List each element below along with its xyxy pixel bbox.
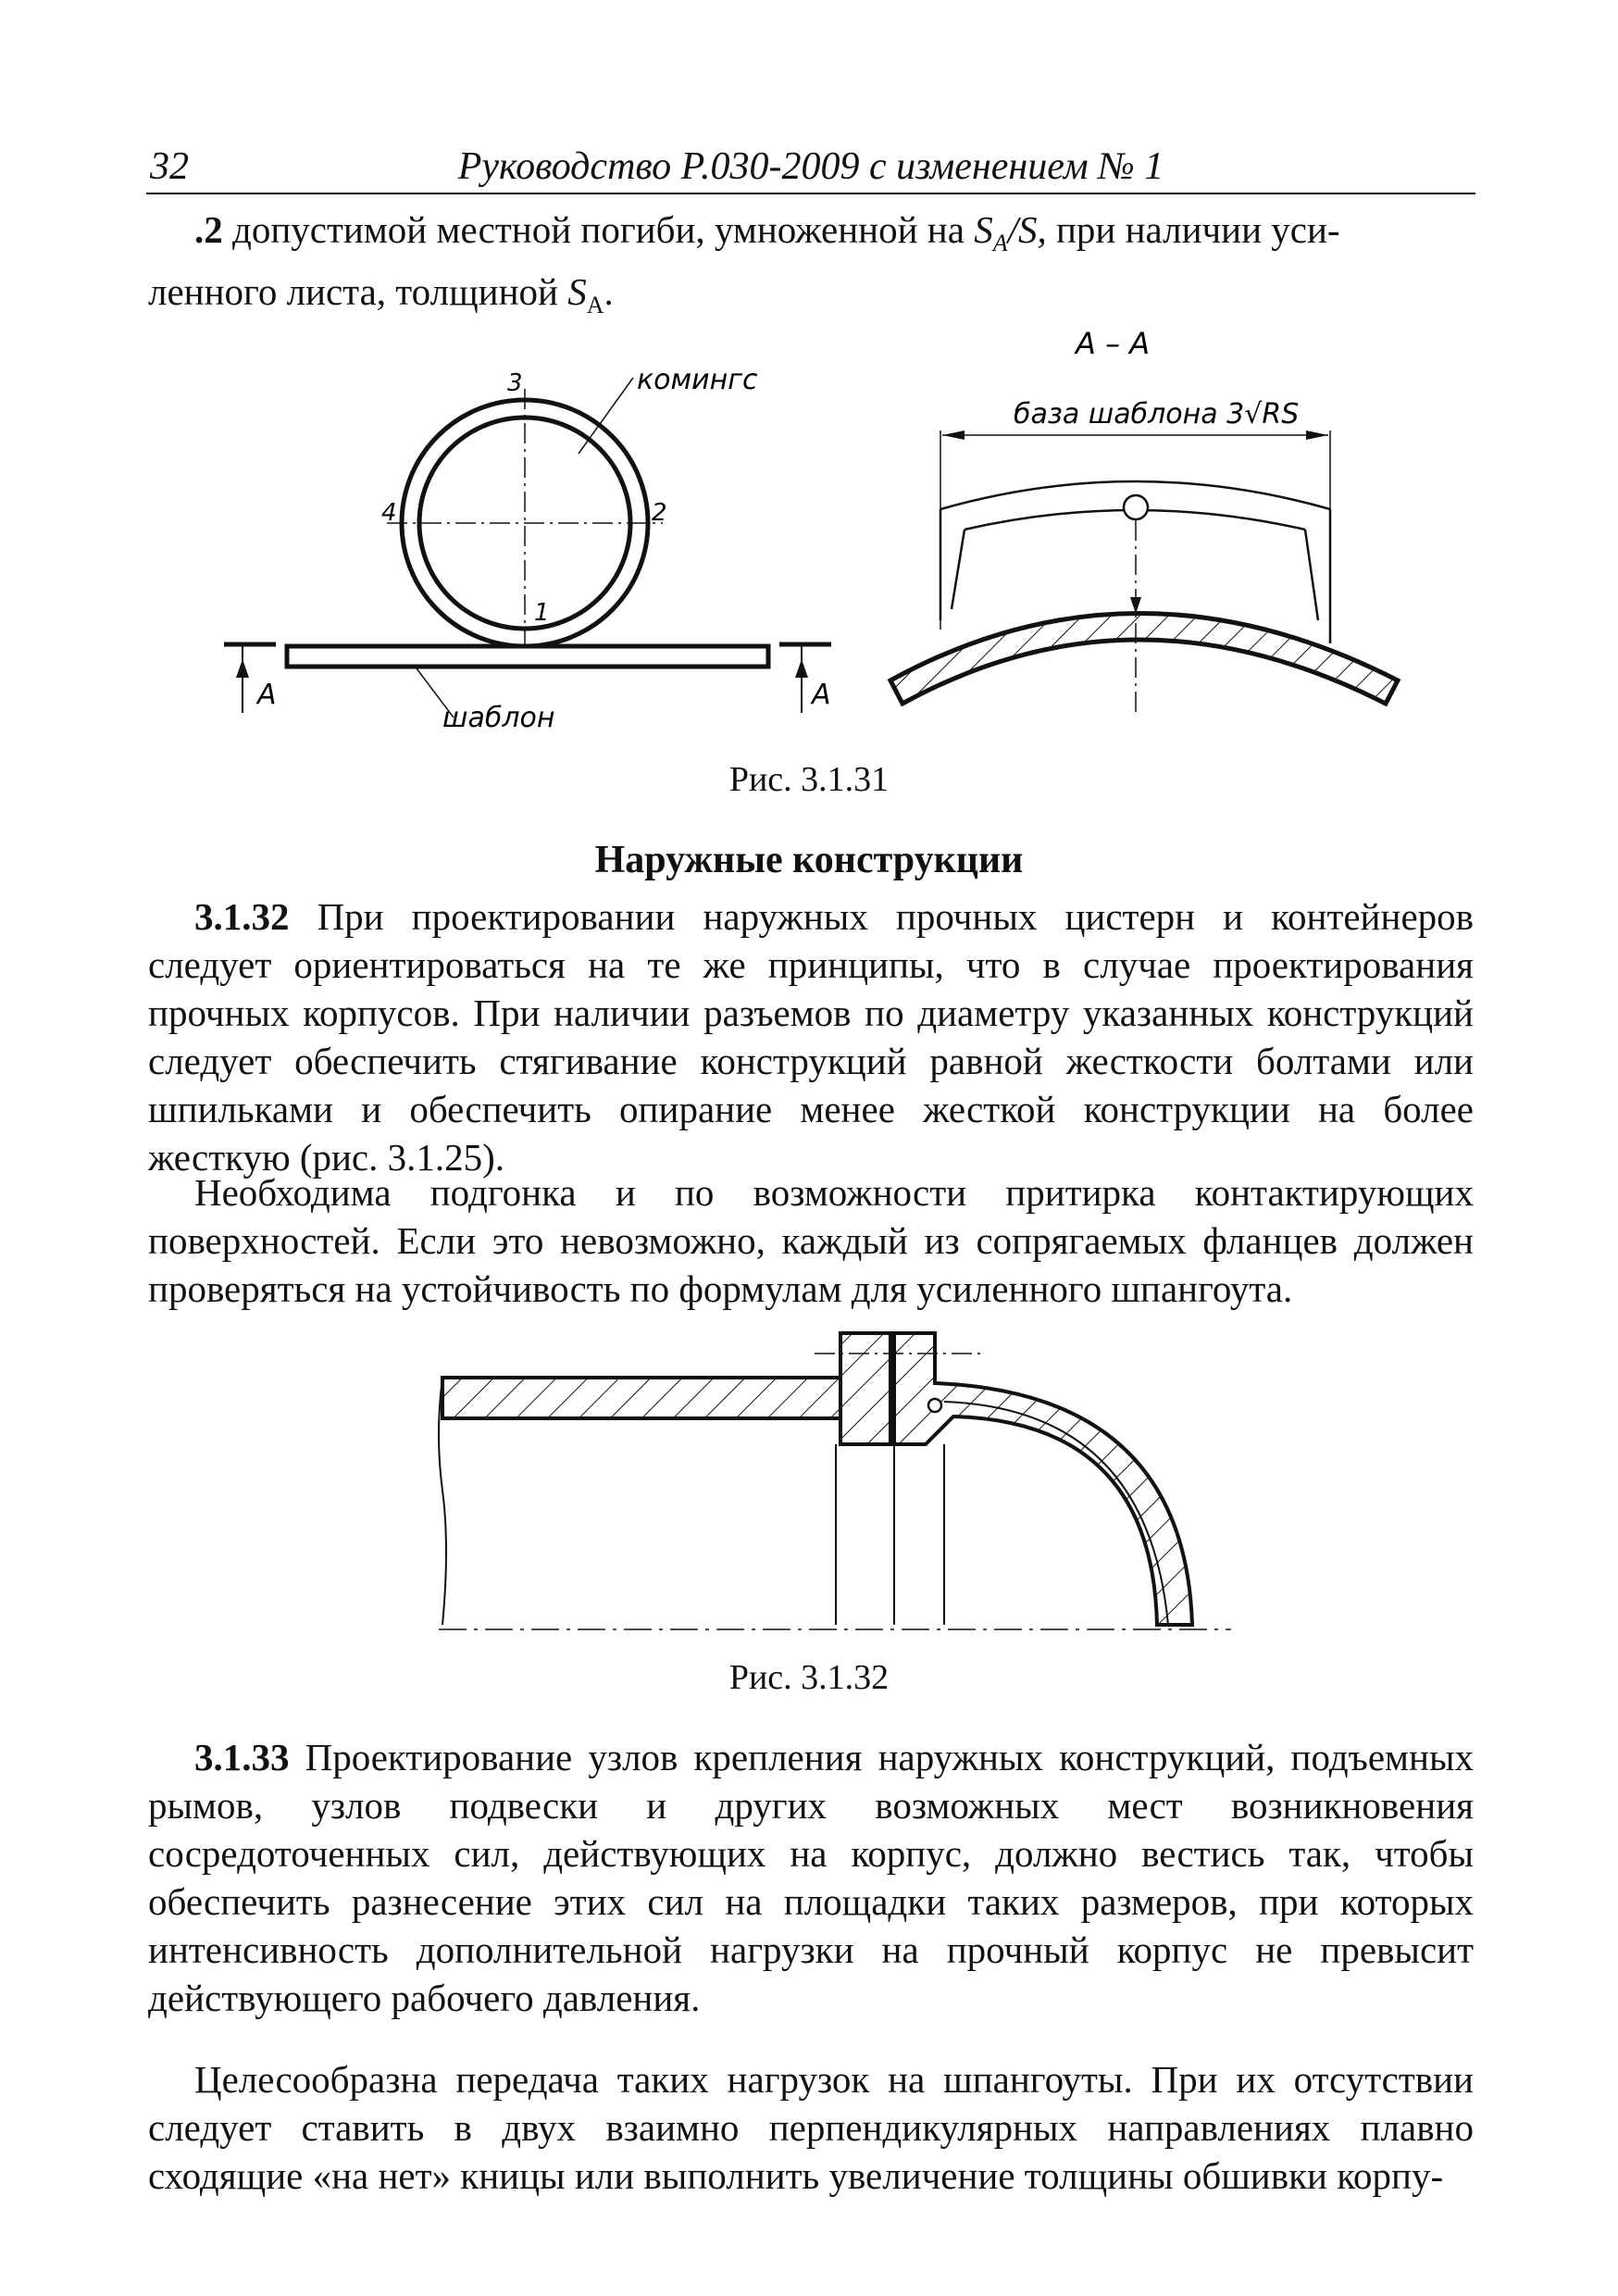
- figure-3-1-31-caption: Рис. 3.1.31: [728, 760, 890, 799]
- running-title: Руководство Р.030-2009 с изменением № 1: [457, 145, 1164, 188]
- paragraph-3-1-33-text: Проектирование узлов крепления наружных конструкций, подъемных рымов, узлов подвески и других возможных мест возникновения сосредоточенных сил, действующих на корпус, должно вестись так, чтобы обеспечить разнесение этих сил на площадки таких размеров, при которых интенсивность дополнительной нагрузки на прочный корпус не превысит действующего рабочего давления.: [148, 1736, 1474, 2019]
- section-a-a-label: А – А: [1076, 326, 1151, 361]
- svg-text:А: А: [812, 679, 831, 711]
- intro-number: .2: [194, 208, 223, 251]
- intro-s: S: [567, 270, 587, 314]
- paragraph-3-1-32-text: При проектировании наружных прочных цистерн и контейнеров следует ориентироваться на те же принципы, что в случае проектирования прочных корпусов. При наличии разъемов по диаметру указанных конструкций следует обеспечить стягивание конструкций равной жесткости болтами или шпильками и обеспечить опирание менее жесткой конструкции на более жесткую (рис. 3.1.25).: [148, 895, 1474, 1179]
- intro-text-2: при наличии уси-: [1046, 208, 1340, 251]
- formula-s: S: [974, 208, 993, 251]
- point-4-label: 4: [381, 499, 397, 527]
- dome-flange: [894, 1333, 1192, 1625]
- formula-sub: A: [992, 230, 1008, 257]
- gauge-circle: [1124, 495, 1148, 519]
- page-number: 32: [150, 145, 189, 188]
- komings-label: комингс: [637, 364, 758, 396]
- hull-plate-section: [890, 614, 1398, 705]
- section-marker-right: [779, 644, 831, 713]
- header-rule: [146, 193, 1475, 194]
- section-marker-left: [224, 644, 277, 713]
- intro-text-1: допустимой местной погиби, умноженной на: [222, 208, 975, 251]
- template-base-label: база шаблона 3√RS: [1014, 398, 1300, 430]
- template-bar: [287, 646, 768, 667]
- paragraph-3-1-33: [148, 1733, 1474, 2022]
- figure-3-1-32-caption: Рис. 3.1.32: [728, 1658, 890, 1697]
- bolt-hole: [928, 1399, 941, 1412]
- paragraph-fitting: [148, 1168, 1474, 1313]
- cylinder-shell: [442, 1378, 840, 1418]
- paragraph-fitting-text: Необходима подгонка и по возможности притирка контактирующих поверхностей. Если это невозможно, каждый из сопрягаемых фланцев должен проверяться на устойчивость по формулам для усиленного шпангоута.: [148, 1171, 1474, 1310]
- point-1-label: 1: [534, 599, 550, 627]
- formula-rest: /S,: [1007, 208, 1047, 251]
- point-3-label: 3: [507, 369, 523, 397]
- figure-3-1-31: [0, 315, 1618, 778]
- intro-paragraph: [148, 206, 1474, 330]
- left-flange: [840, 1333, 890, 1444]
- coaming-ring: [387, 389, 663, 648]
- page-header: [146, 139, 1475, 194]
- paragraph-3-1-33-number: 3.1.33: [194, 1736, 290, 1778]
- intro-s-sub: A: [586, 292, 604, 319]
- section-heading: Наружные конструкции: [594, 839, 1024, 881]
- point-2-label: 2: [652, 499, 667, 527]
- paragraph-3-1-32-number: 3.1.32: [194, 895, 290, 938]
- paragraph-3-1-32: [148, 892, 1474, 1181]
- paragraph-last-text: Целесообразна передача таких нагрузок на шпангоуты. При их отсутствии следует ставить в двух взаимно перпендикулярных направлениях плавно сходящие «на нет» кницы или выполнить увеличение толщины обшивки корпу-: [148, 2058, 1474, 2197]
- figure-3-1-32: [0, 1305, 1618, 1657]
- intro-end: .: [604, 270, 614, 314]
- svg-text:А: А: [257, 679, 277, 711]
- intro-line2: ленного листа, толщиной: [148, 270, 568, 314]
- paragraph-last: [148, 2055, 1474, 2200]
- shablon-label: шаблон: [442, 702, 555, 734]
